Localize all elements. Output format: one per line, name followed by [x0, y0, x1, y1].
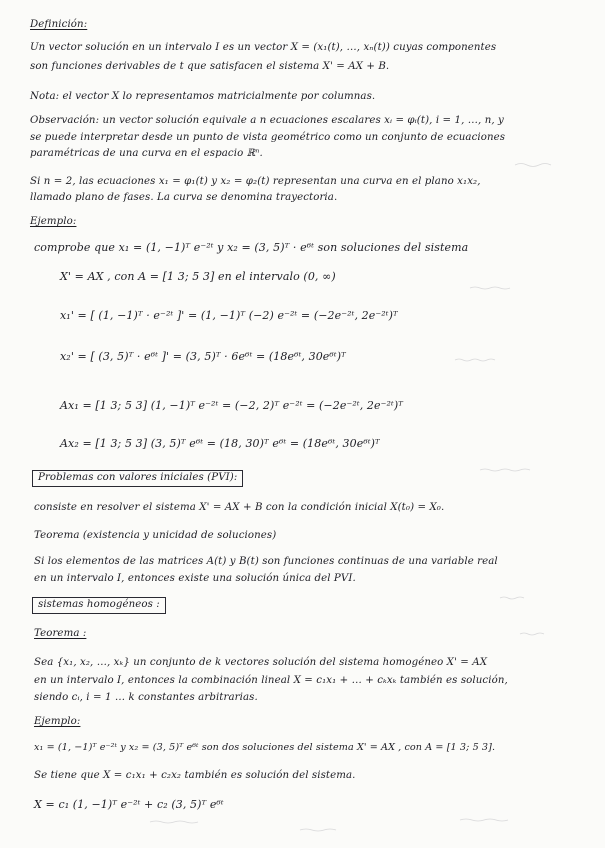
- observation-line-1: Observación: un vector solución equivale a n ecuaciones escalares xᵢ = φᵢ(t), i = 1, …, n, y: [30, 115, 504, 126]
- theorem-1-line-1: Si los elementos de las matrices A(t) y B(t) son funciones continuas de una variable real: [34, 556, 498, 567]
- example-1-system: X' = AX , con A = [1 3; 5 3] en el intervalo (0, ∞): [60, 270, 336, 283]
- definition-line-1: Un vector solución en un intervalo I es un vector X = (x₁(t), …, xₙ(t)) cuyas componentes: [30, 42, 497, 53]
- example-1-derivative-x2: x₂' = [ (3, 5)ᵀ · e⁶ᵗ ]' = (3, 5)ᵀ · 6e⁶ᵗ = (18e⁶ᵗ, 30e⁶ᵗ)ᵀ: [60, 350, 346, 363]
- example-1-intro: comprobe que x₁ = (1, −1)ᵀ e⁻²ᵗ y x₂ = (3, 5)ᵀ · e⁶ᵗ son soluciones del sistema: [34, 241, 469, 254]
- ivp-heading-box: Problemas con valores iniciales (PVI):: [32, 470, 243, 487]
- theorem-2-line-3: siendo cᵢ, i = 1 … k constantes arbitrarias.: [34, 692, 258, 703]
- phase-plane-line-2: llamado plano de fases. La curva se denomina trayectoria.: [30, 192, 338, 203]
- phase-plane-line-1: Si n = 2, las ecuaciones x₁ = φ₁(t) y x₂ = φ₂(t) representan una curva en el plano x₁x₂,: [30, 176, 481, 187]
- homogeneous-heading-box: sistemas homogéneos :: [32, 597, 166, 614]
- theorem-1-heading: Teorema (existencia y unicidad de soluciones): [34, 530, 277, 541]
- example-1-heading: Ejemplo:: [30, 216, 77, 227]
- theorem-2-heading: Teorema :: [34, 628, 87, 639]
- note-line: Nota: el vector X lo representamos matricialmente por columnas.: [30, 91, 376, 102]
- example-1-derivative-x1: x₁' = [ (1, −1)ᵀ · e⁻²ᵗ ]' = (1, −1)ᵀ (−2) e⁻²ᵗ = (−2e⁻²ᵗ, 2e⁻²ᵗ)ᵀ: [60, 309, 398, 322]
- observation-line-3: paramétricas de una curva en el espacio ℝⁿ.: [30, 148, 263, 159]
- definition-heading: Definición:: [30, 19, 88, 30]
- example-2-line-1: x₁ = (1, −1)ᵀ e⁻²ᵗ y x₂ = (3, 5)ᵀ e⁶ᵗ son dos soluciones del sistema X' = AX , con A = [1 3; 5 3].: [34, 742, 496, 753]
- theorem-2-line-2: en un intervalo I, entonces la combinación lineal X = c₁x₁ + … + cₖxₖ también es solución,: [34, 675, 508, 686]
- theorem-2-line-1: Sea {x₁, x₂, …, xₖ} un conjunto de k vectores solución del sistema homogéneo X' = AX: [34, 657, 488, 668]
- example-1-product-ax1: Ax₁ = [1 3; 5 3] (1, −1)ᵀ e⁻²ᵗ = (−2, 2)ᵀ e⁻²ᵗ = (−2e⁻²ᵗ, 2e⁻²ᵗ)ᵀ: [60, 399, 403, 412]
- example-2-line-2: Se tiene que X = c₁x₁ + c₂x₂ también es solución del sistema.: [34, 770, 356, 781]
- theorem-1-line-2: en un intervalo I, entonces existe una solución única del PVI.: [34, 573, 356, 584]
- example-1-product-ax2: Ax₂ = [1 3; 5 3] (3, 5)ᵀ e⁶ᵗ = (18, 30)ᵀ e⁶ᵗ = (18e⁶ᵗ, 30e⁶ᵗ)ᵀ: [60, 437, 380, 450]
- example-2-general-solution: X = c₁ (1, −1)ᵀ e⁻²ᵗ + c₂ (3, 5)ᵀ e⁶ᵗ: [34, 798, 224, 811]
- ivp-text: consiste en resolver el sistema X' = AX + B con la condición inicial X(t₀) = X₀.: [34, 502, 445, 513]
- definition-line-2: son funciones derivables de t que satisfacen el sistema X' = AX + B.: [30, 61, 390, 72]
- observation-line-2: se puede interpretar desde un punto de vista geométrico como un conjunto de ecuaciones: [30, 132, 506, 143]
- example-2-heading: Ejemplo:: [34, 716, 81, 727]
